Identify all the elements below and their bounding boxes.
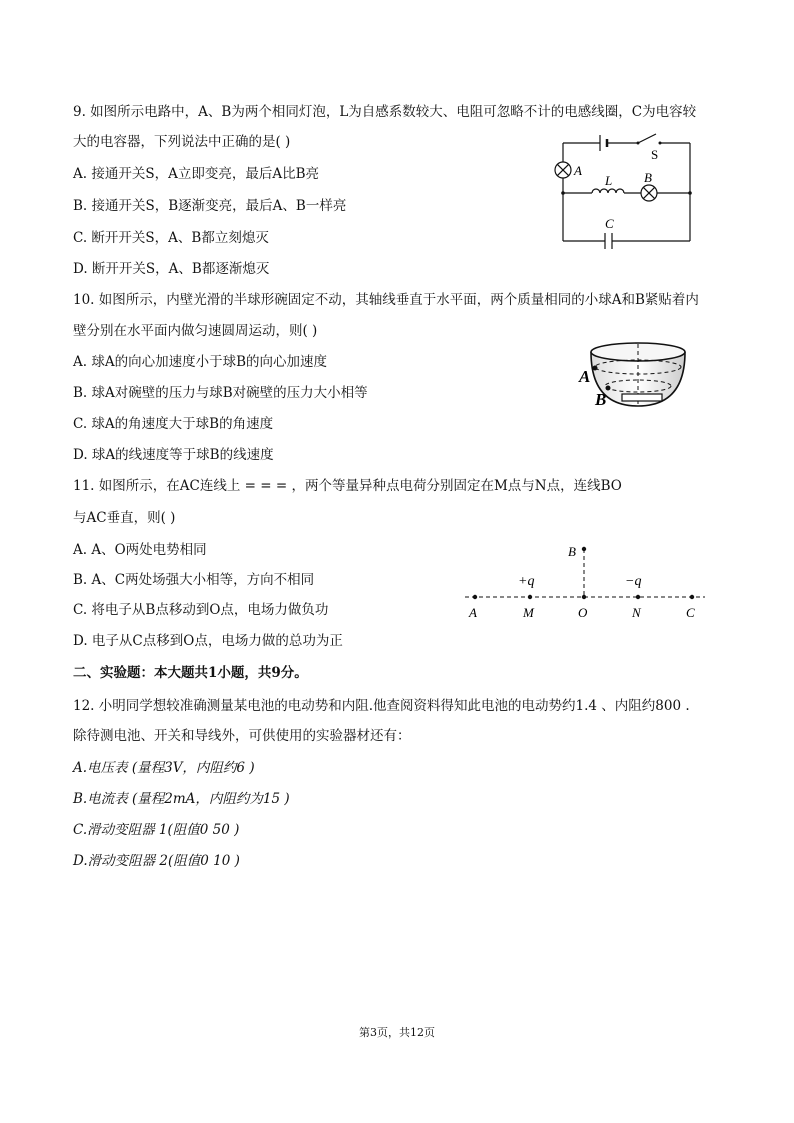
point-c [690, 595, 694, 599]
q9-stem-line1: 9. 如图所示电路中，A、B为两个相同灯泡，L为自感系数较大、电阻可忽略不计的电感线圈，C为电容较 [73, 104, 697, 120]
label-o: O [578, 605, 588, 620]
label-s: S [651, 147, 659, 162]
q11-option-a: A. A、O两处电势相同 [73, 542, 207, 558]
label-plus-q: +q [518, 574, 535, 589]
bowl-base [622, 394, 662, 401]
label-c: C [605, 216, 614, 231]
q11-stem-line2: 与AC垂直，则( ) [73, 510, 176, 526]
inductor-coil [592, 189, 624, 193]
q10-stem-line2: 壁分别在水平面内做匀速圆周运动，则( ) [73, 323, 318, 339]
label-n: N [632, 605, 641, 620]
point-n [636, 595, 640, 599]
q11-stem-line1: 11. 如图所示，在AC连线上 = = = ，两个等量异种点电荷分别固定在M点与N点，连线BO [73, 478, 622, 494]
q9-circuit-diagram [550, 128, 700, 248]
q12-stem-line2: 除待测电池、开关和导线外，可供使用的实验器材还有： [73, 728, 411, 744]
q12-item-c: C.滑动变阻器 1(阻值0 50 ) [73, 822, 240, 838]
q12-item-a: A.电压表 (量程3V，内阻约6 ) [73, 760, 255, 776]
label-l: L [605, 173, 613, 188]
q11-option-c: C. 将电子从B点移动到O点，电场力做负功 [73, 602, 329, 618]
point-m [528, 595, 532, 599]
label-c: C [686, 605, 695, 620]
q9-option-d: D. 断开开关S，A、B都逐渐熄灭 [73, 261, 270, 277]
label-b: B [568, 544, 576, 559]
q10-bowl-diagram [578, 336, 698, 411]
q9-option-c: C. 断开开关S，A、B都立刻熄灭 [73, 230, 269, 246]
switch-blade [638, 134, 656, 143]
label-a: A [469, 605, 477, 620]
q12-item-d: D.滑动变阻器 2(阻值0 10 ) [73, 853, 240, 869]
page-footer: 第3页，共12页 [359, 1026, 435, 1039]
q11-charge-diagram [460, 540, 710, 625]
point-a [473, 595, 477, 599]
label-ball-a: A [579, 367, 591, 386]
label-b: B [644, 170, 652, 185]
q10-option-c: C. 球A的角速度大于球B的角速度 [73, 416, 274, 432]
ball-a [593, 366, 598, 371]
label-a: A [574, 163, 582, 178]
q10-option-b: B. 球A对碗壁的压力与球B对碗壁的压力大小相等 [73, 385, 368, 401]
q9-option-b: B. 接通开关S，B逐渐变亮，最后A、B一样亮 [73, 198, 347, 214]
q11-option-b: B. A、C两处场强大小相等，方向不相同 [73, 572, 315, 588]
section-2-heading: 二、实验题：本大题共1小题，共9分。 [73, 665, 308, 681]
q12-item-b: B.电流表 (量程2mA，内阻约为15 ) [73, 791, 290, 807]
q10-option-d: D. 球A的线速度等于球B的线速度 [73, 447, 274, 463]
q10-stem-line1: 10. 如图所示，内壁光滑的半球形碗固定不动，其轴线垂直于水平面，两个质量相同的小球A和B紧贴着内 [73, 292, 699, 308]
q12-stem-line1: 12. 小明同学想较准确测量某电池的电动势和内阻.他查阅资料得知此电池的电动势约1.4 、内阻约800 . [73, 698, 690, 714]
q9-stem-line2: 大的电容器，下列说法中正确的是( ) [73, 134, 291, 150]
point-b [582, 547, 586, 551]
q10-option-a: A. 球A的向心加速度小于球B的向心加速度 [73, 354, 328, 370]
q11-option-d: D. 电子从C点移到O点，电场力做的总功为正 [73, 633, 343, 649]
label-minus-q: −q [625, 574, 642, 589]
label-m: M [523, 605, 534, 620]
q9-option-a: A. 接通开关S，A立即变亮，最后A比B亮 [73, 166, 319, 182]
point-o [582, 595, 586, 599]
label-ball-b: B [595, 390, 607, 409]
